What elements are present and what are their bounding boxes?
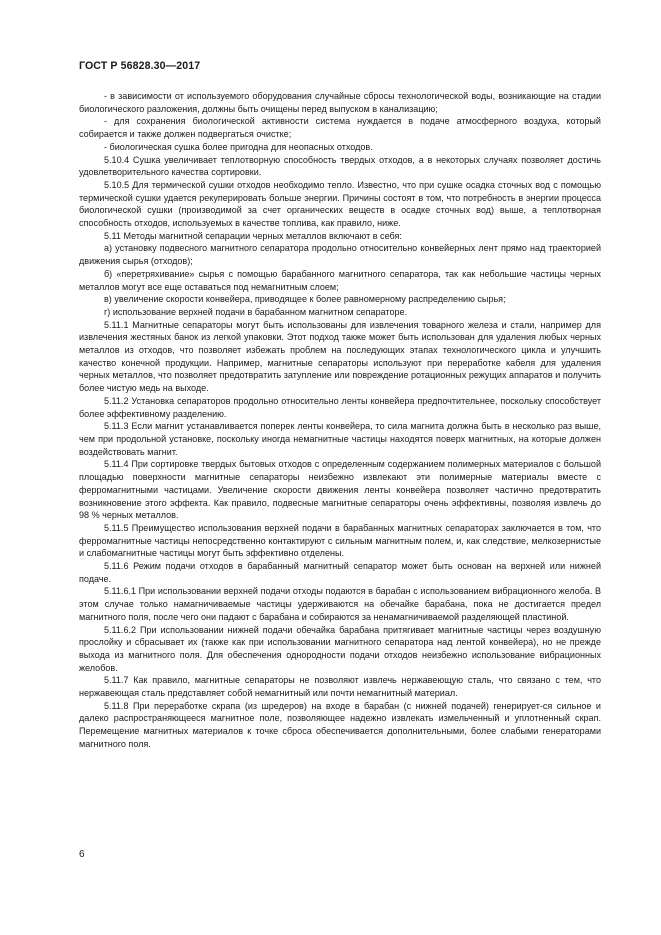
paragraph: б) «перетряхивание» сырья с помощью барабанного магнитного сепаратора, так как небольшие частицы черных металлов могут все еще оставаться под немагнитным слоем; (79, 268, 601, 292)
paragraph: 5.11.4 При сортировке твердых бытовых отходов с определенным содержанием полимерных материалов с большой площадью поверхности магнитные сепараторы неизбежно извлекают эти полимерные материалы вместе с ферромагнитными частицами. Увеличение скорости движения ленты конвейера позволяет частично предотвратить возникновение этого эффекта. Как правило, подвесные магнитные сепараторы очень эффективны, позволяя извлечь до 98 % черных металлов. (79, 459, 601, 521)
paragraph: 5.11.3 Если магнит устанавливается поперек ленты конвейера, то сила магнита должна быть в несколько раз выше, чем при продольной установке, поскольку иногда немагнитные частицы находятся поверх магнитных, на которые должен воздействовать магнит. (79, 421, 601, 457)
page-number: 6 (79, 849, 85, 860)
document-header: ГОСТ Р 56828.30—2017 (79, 60, 201, 72)
paragraph: - для сохранения биологической активности система нуждается в подаче атмосферного воздуха, который собирается и также должен подвергаться очистке; (79, 116, 601, 140)
paragraph: 5.11.7 Как правило, магнитные сепараторы не позволяют извлечь нержавеющую сталь, что связано с тем, что нержавеющая сталь представляет собой немагнитный или почти немагнитный материал. (79, 675, 601, 699)
paragraph: 5.11.5 Преимущество использования верхней подачи в барабанных магнитных сепараторах заключается в том, что ферромагнитные частицы непосредственно контактируют с сильным магнитным полем, и, как следствие, мелкозернистые и слабомагнитные частицы могут быть эффективно отделены. (79, 522, 601, 559)
paragraph: 5.11.6 Режим подачи отходов в барабанный магнитный сепаратор может быть основан на верхней или нижней подаче. (79, 561, 601, 584)
document-body (79, 90, 601, 751)
paragraph: 5.11.1 Магнитные сепараторы могут быть использованы для извлечения товарного железа и стали, например для извлечения жестяных банок из легкой упаковки. Этот подход также может быть использован для удаления любых черных металлов из отходов, что позволяет избежать проблем на последующих этапах технологического цикла и улучшить качество конечной продукции. Например, магнитные сепараторы используют при переработке кабеля для удаления черных металлов, что позволяет предотвратить затупление или повреждение ротационных режущих аппаратов и получить более чистую медь на выходе. (79, 319, 601, 394)
paragraph: г) использование верхней подачи в барабанном магнитном сепараторе. (104, 306, 408, 317)
paragraph: 5.11.6.2 При использовании нижней подачи обечайка барабана притягивает магнитные частицы через воздушную прослойку и сбрасывает их (также как при использовании магнитного сепаратора над лентой конвейера), но не прежде выхода из магнитного поля. Для обеспечения однородности подачи отходов неизбежно использование вибрационных желобов. (79, 624, 601, 673)
paragraph: 5.11.2 Установка сепараторов продольно относительно ленты конвейера предпочтительнее, поскольку способствует более эффективному разделению. (79, 395, 601, 419)
paragraph: 5.11.6.1 При использовании верхней подачи отходы подаются в барабан с использованием вибрационного желоба. В этом случае только намагничиваемые частицы удерживаются на обечайке барабана, пока не достигается предел магнитного поля, после чего они падают с барабана и собираются за ненамагничиваемой разделяющей пластиной. (79, 586, 601, 622)
paragraph: а) установку подвесного магнитного сепаратора продольно относительно конвейерных лент прямо над траекторией движения сырья (отходов); (79, 243, 601, 267)
paragraph: - в зависимости от используемого оборудования случайные сбросы технологической воды, возникающие на стадии биологического разложения, должны быть очищены перед выпуском в канализацию; (79, 91, 601, 114)
paragraph: 5.10.4 Сушка увеличивает теплотворную способность твердых отходов, а в некоторых случаях позволяет достичь удовлетворительного качества сортировки. (79, 154, 601, 178)
paragraph: 5.11 Методы магнитной сепарации черных металлов включают в себя: (104, 230, 402, 241)
paragraph: в) увеличение скорости конвейера, приводящее к более равномерному распределению сырья; (104, 294, 506, 305)
paragraph: - биологическая сушка более пригодна для неопасных отходов. (104, 141, 373, 152)
paragraph: 5.10.5 Для термической сушки отходов необходимо тепло. Известно, что при сушке осадка сточных вод с помощью термической сушки удается рекуперировать больше энергии. Причины состоят в том, что потребность в энергии процесса биологической сушки (производимой за счет органических веществ в осадке сточных вод) выше, а теплотворная способность отходов, используемых в качестве топлива, как правило, ниже. (79, 179, 601, 229)
paragraph: 5.11.8 При переработке скрапа (из шредеров) на входе в барабан (с нижней подачей) генерирует-ся сильное и далеко распространяющееся магнитное поле, позволяющее надежно извлекать измельченный и уплотненный скрап. Перемещение магнитных материалов к точке сброса обеспечивается дополнительными, более слабыми генераторами магнитного поля. (79, 700, 601, 749)
